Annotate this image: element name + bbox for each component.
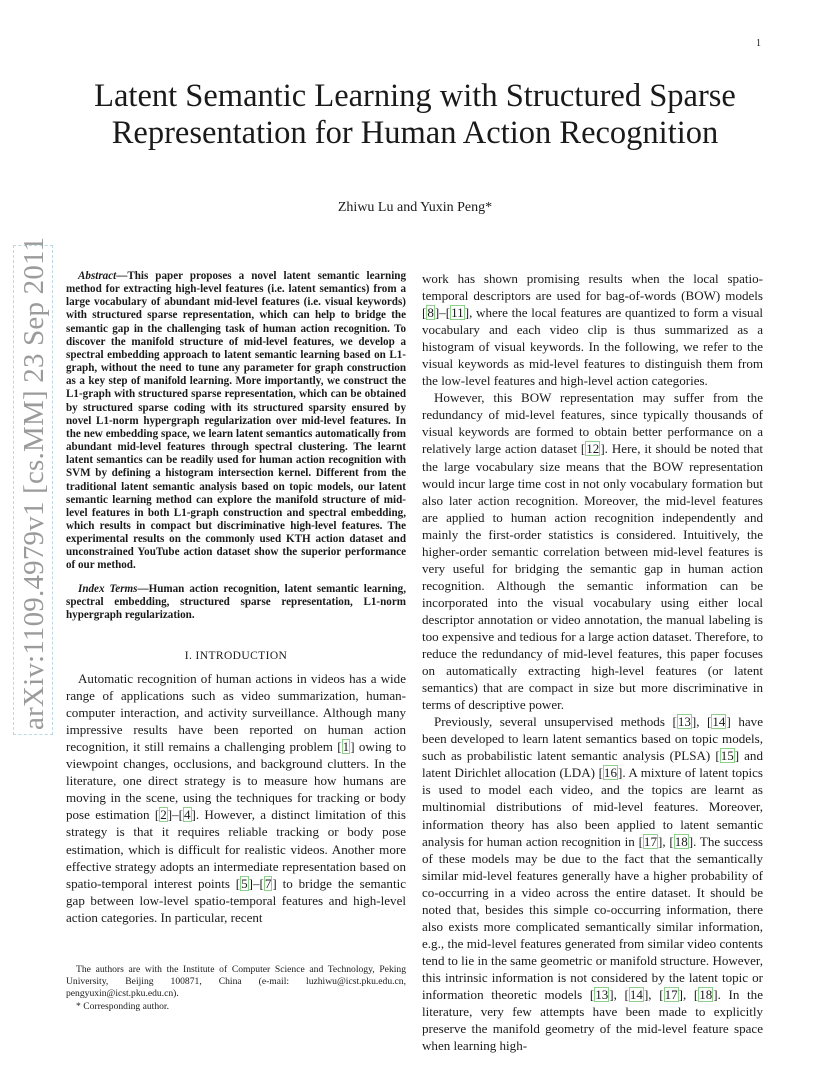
citation-link[interactable]: 5 <box>241 875 248 891</box>
citation-link[interactable]: 18 <box>699 986 713 1002</box>
citation-link[interactable]: 1 <box>342 739 350 755</box>
footnote-affiliation: The authors are with the Institute of Computer Science and Technology, Peking University, Beijing 100871, China (e-mail: luzhiwu@icst.pku.edu.cn, pengyuxin@icst.pku.edu.cn). <box>66 964 406 1000</box>
right-paragraph-3: Previously, several unsupervised methods [13], [14] have been developed to learn latent semantics based on topic models, such as probabilistic latent semantic analysis (PLSA) [15] and latent Dirichlet allocation (LDA) [16]. A mixture of latent topics is used to model each video, and the topics are learnt as multinomial distributions of mid-level features. Moreover, information theory has also been applied to latent semantic analysis for human action recognition in [17], [18]. The success of these models may be due to the fact that the semantically similar mid-level features generally have a higher probability of co-occurring in a video across the entire dataset. It should be noted that, besides this simple co-occurring information, there also exists more complicated semantically similar information, e.g., the mid-level features generated from similar video contents tend to lie in the same geometric or manifold structure. However, this intrinsic information is not considered by the latent topic or information theoretic models [13], [14], [17], [18]. In the literature, very few attempts have been made to explicitly preserve the manifold geometry of the mid-level feature space when learning high- <box>422 714 763 1054</box>
paper-title: Latent Semantic Learning with Structured Sparse Representation for Human Action Recognition <box>94 78 736 151</box>
abstract <box>66 270 406 573</box>
page-number: 1 <box>756 38 761 49</box>
footnotes <box>66 964 406 1013</box>
right-paragraph-2: However, this BOW representation may suffer from the redundancy of mid-level features, since typically thousands of visual keywords are formed to obtain better performance on a relatively large action dataset [12]. Here, it should be noted that the large vocabulary size means that the BOW representation would incur large time cost in not only vocabulary formation but also later action recognition. Moreover, the mid-level features are applied to human action recognition independently and mainly the first-order statistics is considered. Intuitively, the higher-order semantic correlation between mid-level features is very useful for bridging the semantic gap in human action recognition. Although the semantic information can be incorporated into the visual vocabulary using either local descriptor annotation or video annotation, the manual labeling is too expensive and tedious for a large action dataset. Therefore, to reduce the redundancy of mid-level features, this paper focuses on automatically extracting high-level features (or latent semantics) that are compact in size but more discriminative in terms of descriptive power. <box>422 390 763 713</box>
citation-link[interactable]: 13 <box>677 714 691 730</box>
index-terms-text: —Human action recognition, latent semantic learning, spectral embedding, structured sparse representation, L1-norm hypergraph regularization. <box>66 582 406 621</box>
index-terms <box>66 583 406 622</box>
left-column <box>66 270 406 926</box>
citation-link[interactable]: 16 <box>603 765 617 781</box>
abstract-text: —This paper proposes a novel latent semantic learning method for extracting high-level features (i.e. latent semantics) from a large vocabulary of abundant mid-level features (i.e. visual keywords) with structured sparse representation, which can help to bridge the semantic gap in the challenging task of human action recognition. To discover the manifold structure of mid-level features, we develop a spectral embedding approach to latent semantic learning based on L1-graph, without the need to tune any parameter for graph construction as a key step of manifold learning. More importantly, we construct the L1-graph with structured sparse representation, which can be obtained by structured sparse coding with its structured sparsity ensured by novel L1-norm hypergraph regularization over mid-level features. In the new embedding space, we learn latent semantics automatically from abundant mid-level features through spectral clustering. The learnt latent semantics can be readily used for human action recognition with SVM by defining a histogram intersection kernel. Different from the traditional latent semantic analysis based on topic models, our latent semantic learning method can explore the manifold structure of mid-level features in both L1-graph construction and spectral embedding, which results in compact but discriminative high-level features. The experimental results on the commonly used KTH action dataset and unconstrained YouTube action dataset show the superior performance of our method. <box>66 270 406 572</box>
citation-link[interactable]: 12 <box>586 441 600 457</box>
section-heading: I. INTRODUCTION <box>184 650 288 663</box>
citation-link[interactable]: 4 <box>183 807 191 823</box>
right-paragraph-1: work has shown promising results when the local spatio-temporal descriptors are used for bag-of-words (BOW) models [8]–[11], where the local features are quantized to form a visual vocabulary and each video clip is thus summarized as a histogram of visual keywords. In the following, we refer to the visual keywords as mid-level features to distinguish them from the low-level features and high-level action categories. <box>422 271 763 389</box>
citation-link[interactable]: 8 <box>427 305 434 321</box>
right-column <box>422 270 763 1054</box>
arxiv-stamp[interactable]: arXiv:1109.4979v1 [cs.MM] 23 Sep 2011 <box>13 245 53 735</box>
citation-link[interactable]: 15 <box>720 748 734 764</box>
intro-paragraph-1: Automatic recognition of human actions in videos has a wide range of applications such as video summarization, human-computer interaction, and activity surveillance. Although many impressive results have been reported on human action recognition, it still remains a challenging problem [1] owing to viewpoint changes, occlusions, and background clutters. In the literature, one direct strategy is to measure how humans are moving in the scene, using the techniques for tracking or body pose estimation [2]–[4]. However, a distinct limitation of this strategy is that it requires reliable tracking or body pose estimation, which is difficult for realistic videos. Another more effective strategy adopts an intermediate representation based on spatio-temporal interest points [5]–[7] to bridge the semantic gap between low-level spatio-temporal features and high-level action categories. In particular, recent <box>66 671 406 925</box>
abstract-lead: Abstract <box>78 270 117 282</box>
citation-link[interactable]: 11 <box>451 305 464 321</box>
footnote-corresponding: * Corresponding author. <box>76 1000 169 1012</box>
citation-link[interactable]: 18 <box>674 833 688 849</box>
citation-link[interactable]: 14 <box>629 986 643 1002</box>
citation-link[interactable]: 2 <box>160 807 167 823</box>
citation-link[interactable]: 17 <box>664 986 678 1002</box>
citation-link[interactable]: 7 <box>264 875 272 891</box>
index-terms-lead: Index Terms <box>78 582 138 595</box>
citation-link[interactable]: 13 <box>595 986 609 1002</box>
authors: Zhiwu Lu and Yuxin Peng* <box>337 200 493 215</box>
citation-link[interactable]: 17 <box>643 833 657 849</box>
citation-link[interactable]: 14 <box>712 714 726 730</box>
